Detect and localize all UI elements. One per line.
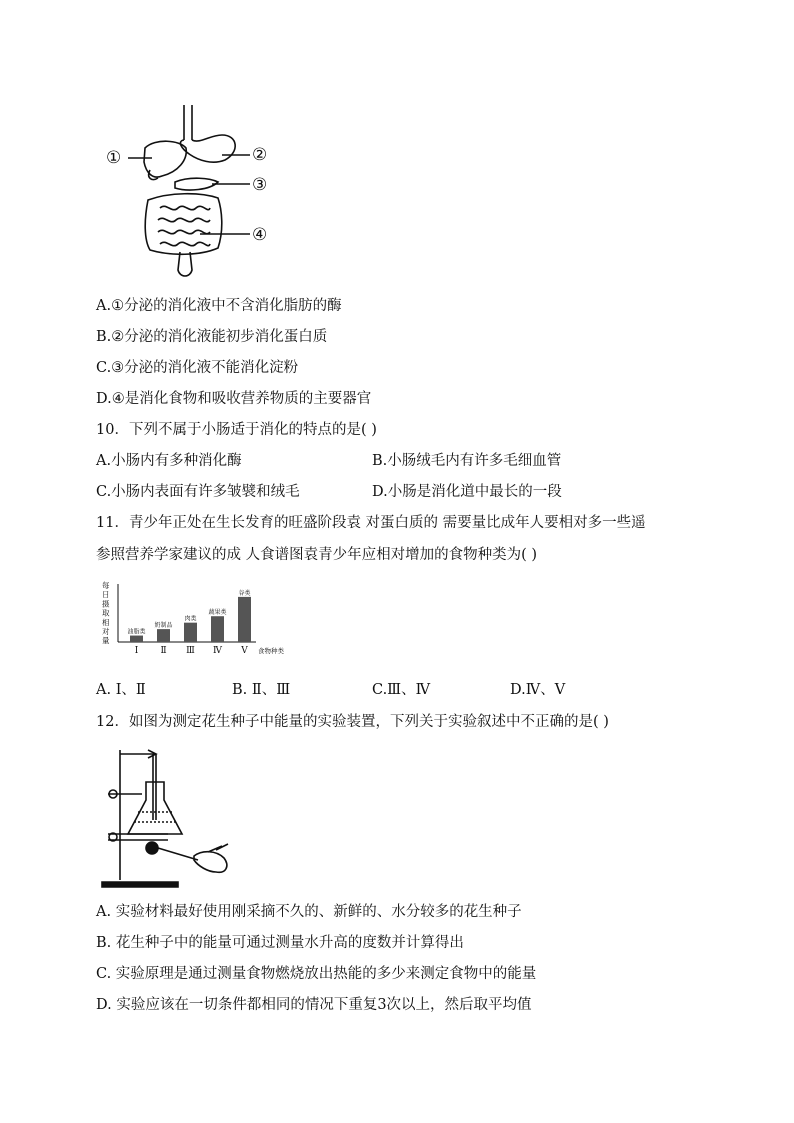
- q11-option-d: D.Ⅳ、Ⅴ: [510, 682, 566, 698]
- q9-option-a: A.①分泌的消化液中不含消化脂肪的酶: [96, 298, 342, 314]
- q9-option-b: B.②分泌的消化液能初步消化蛋白质: [96, 329, 328, 345]
- x-tick-label-3: Ⅲ: [186, 646, 195, 656]
- q10-option-a: A.小肠内有多种消化酶: [96, 453, 242, 469]
- bar-label-4: 蔬果类: [208, 609, 227, 617]
- y-axis-label: 每日摄取相对量: [102, 581, 110, 646]
- bar-label-5: 谷类: [238, 589, 251, 597]
- q12-option-c: C. 实验原理是通过测量食物燃烧放出热能的多少来测定食物中的能量: [96, 966, 537, 982]
- q9-option-d: D.④是消化食物和吸收营养物质的主要器官: [96, 391, 372, 407]
- q10-option-d: D.小肠是消化道中最长的一段: [372, 484, 562, 500]
- q10-option-c: C.小肠内表面有许多皱襞和绒毛: [96, 484, 300, 500]
- bar-2: [157, 629, 170, 642]
- bar-5: [238, 597, 251, 642]
- label-4: ④: [252, 225, 268, 245]
- label-2: ②: [252, 145, 268, 165]
- q12-option-a: A. 实验材料最好使用刚采摘不久的、新鲜的、水分较多的花生种子: [96, 904, 522, 920]
- q12-stem: 12．如图为测定花生种子中能量的实验装置，下列关于实验叙述中不正确的是( ): [96, 714, 609, 730]
- x-tick-label-5: Ⅴ: [241, 646, 248, 656]
- bar-1: [130, 636, 143, 642]
- q11-option-a: A. Ⅰ、Ⅱ: [96, 682, 146, 698]
- q9-option-c: C.③分泌的消化液不能消化淀粉: [96, 360, 299, 376]
- q11-stem-line2: 参照营养学家建议的成 人食谱图袁青少年应相对增加的食物种类为( ): [96, 547, 538, 563]
- bar-label-2: 奶制品: [154, 622, 173, 630]
- q11-option-c: C.Ⅲ、Ⅳ: [372, 682, 431, 698]
- combustion-apparatus-figure: [98, 742, 238, 892]
- food-intake-bar-chart: [96, 578, 296, 664]
- q11-option-b: B. Ⅱ、Ⅲ: [232, 682, 291, 698]
- bar-label-1: 油脂类: [127, 628, 146, 636]
- bar-label-3: 肉类: [184, 615, 197, 623]
- label-1: ①: [106, 148, 122, 168]
- x-tick-label-2: Ⅱ: [160, 646, 167, 656]
- q12-option-d: D. 实验应该在一切条件都相同的情况下重复3次以上，然后取平均值: [96, 997, 532, 1013]
- bar-3: [184, 623, 197, 642]
- x-tick-label-4: Ⅳ: [213, 646, 222, 656]
- label-3: ③: [252, 175, 268, 195]
- x-tick-label-1: Ⅰ: [134, 646, 139, 656]
- bar-4: [211, 616, 224, 642]
- q10-stem: 10．下列不属于小肠适于消化的特点的是( ): [96, 422, 377, 438]
- x-axis-label: 食物种类: [258, 647, 284, 655]
- q10-option-b: B.小肠绒毛内有许多毛细血管: [372, 453, 562, 469]
- q11-stem-line1: 11．青少年正处在生长发育的旺盛阶段袁 对蛋白质的 需要量比成年人要相对多一些遥: [96, 515, 646, 531]
- q12-option-b: B. 花生种子中的能量可通过测量水升高的度数并计算得出: [96, 935, 464, 951]
